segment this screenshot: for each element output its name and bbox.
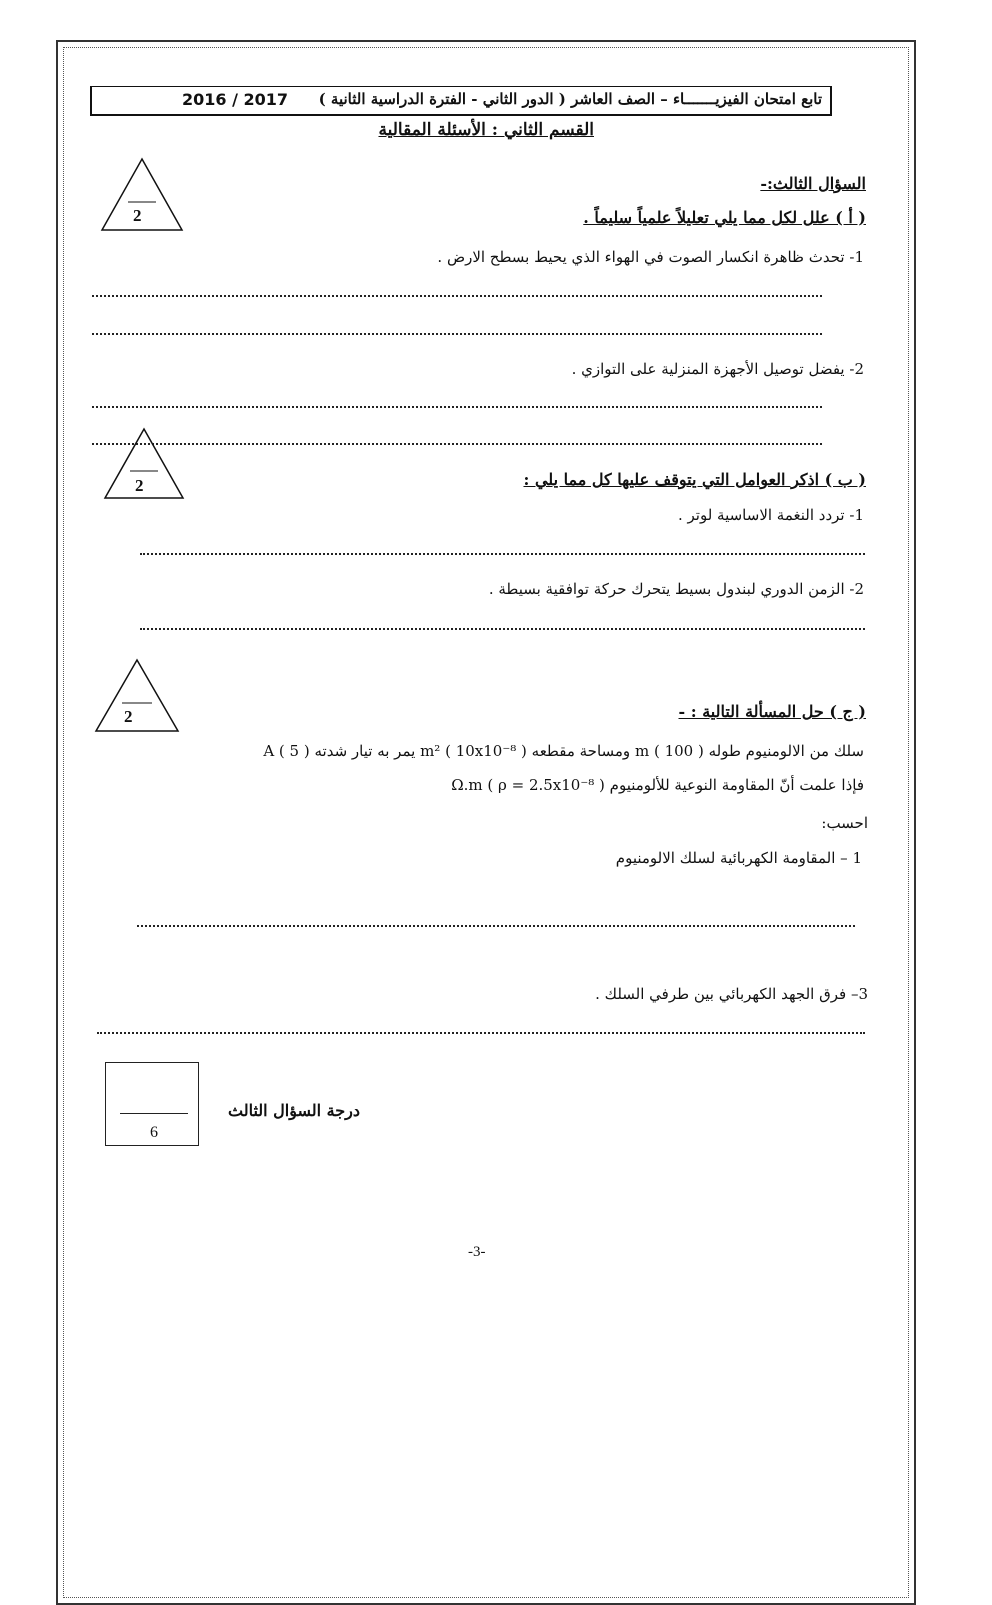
answer-line[interactable] [97, 1032, 865, 1034]
part-c-label: ( ج ) حل المسألة التالية : - [678, 702, 866, 721]
score-triangle-part-c [94, 658, 180, 734]
part-c-score: 2 [124, 707, 133, 726]
part-b-item-1: 1- تردد النغمة الاساسية لوتر . [677, 506, 864, 524]
part-a-item-1: 1- تحدث ظاهرة انكسار الصوت في الهواء الذي يحيط بسطح الارض . [437, 248, 864, 266]
answer-line[interactable] [140, 553, 865, 555]
part-a-label: ( أ ) علل لكل مما يلي تعليلاً علمياً سليماً . [583, 208, 866, 227]
score-triangle-part-b [103, 427, 185, 501]
page-number: -3- [468, 1244, 486, 1260]
calculate-label: احسب: [821, 814, 868, 832]
page-border-inner [63, 47, 909, 1598]
part-b-label: ( ب ) اذكر العوامل التي يتوقف عليها كل مما يلي : [523, 470, 866, 489]
score-triangle-part-a [100, 157, 184, 233]
question-label: السؤال الثالث:- [760, 174, 866, 193]
answer-line[interactable] [92, 406, 822, 408]
score-fraction-line [120, 1113, 188, 1114]
problem-statement-line-2: فإذا علمت أنّ المقاومة النوعية للألومنيوم Ω.m ( ρ = 2.5x10⁻⁸ ) [451, 776, 864, 794]
answer-line[interactable] [137, 925, 855, 927]
part-a-score: 2 [133, 206, 142, 225]
answer-line[interactable] [140, 628, 865, 630]
total-score-value: 6 [150, 1124, 158, 1141]
exam-header-year: 2016 / 2017 [182, 90, 289, 109]
exam-header-title: تابع امتحان الفيزيـــــــاء – الصف العاشر ( الدور الثاني - الفترة الدراسية الثانية ) [318, 90, 822, 108]
part-a-item-2: 2- يفضل توصيل الأجهزة المنزلية على التوازي . [571, 360, 864, 378]
part-b-score: 2 [135, 476, 144, 495]
answer-line[interactable] [92, 333, 822, 335]
answer-line[interactable] [92, 295, 822, 297]
answer-line[interactable] [92, 443, 822, 445]
part-c-item-1: 1 – المقاومة الكهربائية لسلك الالومنيوم [615, 849, 862, 867]
part-b-item-2: 2- الزمن الدوري لبندول بسيط يتحرك حركة توافقية بسيطة . [488, 580, 864, 598]
total-score-label: درجة السؤال الثالث [228, 1101, 360, 1120]
section-title: القسم الثاني : الأسئلة المقالية [378, 120, 594, 140]
part-c-item-2: 3– فرق الجهد الكهربائي بين طرفي السلك . [595, 985, 868, 1003]
problem-statement-line-1: سلك من الالومنيوم طوله m ( 100 ) ومساحة مقطعه m² ( 10x10⁻⁸ ) يمر به تيار شدته A ( 5 ) [263, 742, 864, 760]
